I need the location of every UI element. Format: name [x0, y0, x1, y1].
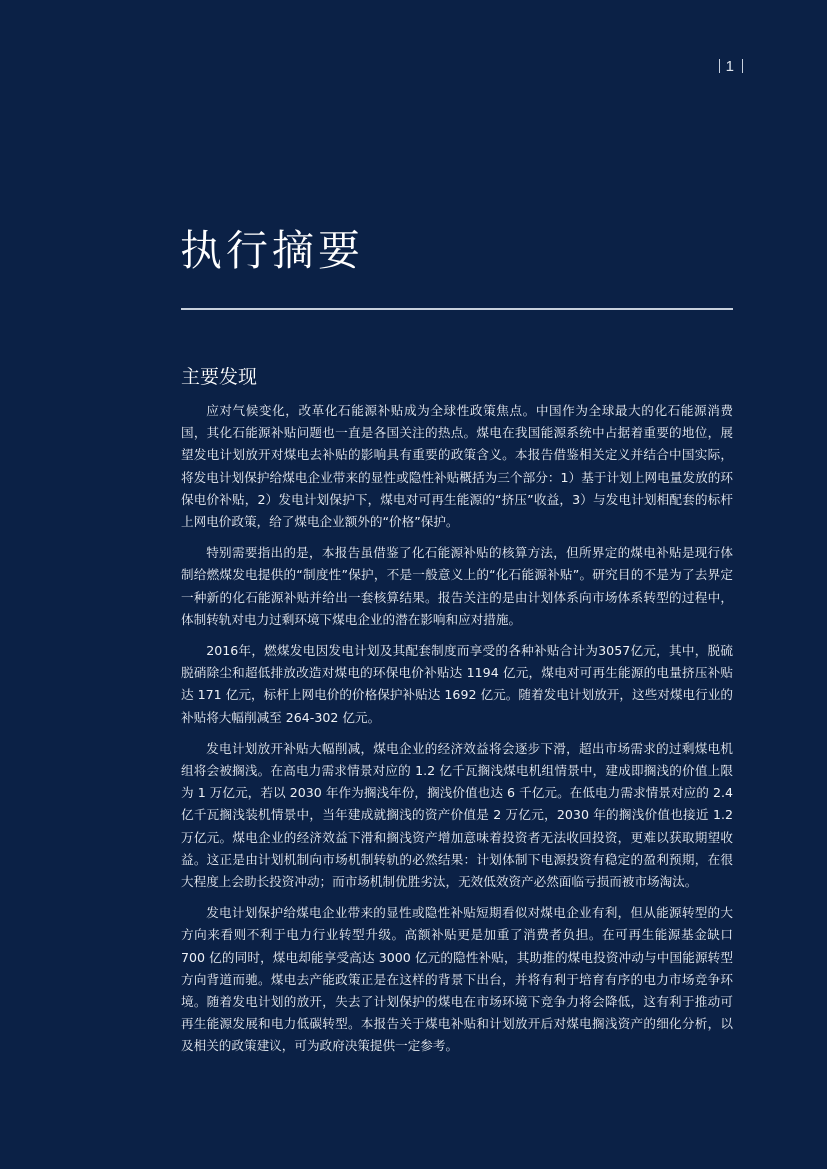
page-number: [713, 58, 749, 75]
paragraph: 发电计划放开补贴大幅削减，煤电企业的经济效益将会逐步下滑，超出市场需求的过剩煤电机组将会被搁浅。在高电力需求情景对应的 1.2 亿千瓦搁浅煤电机组情景中，建成即搁浅的价值上限为 1 万亿元，若以 2030 年作为搁浅年份，搁浅价值也达 6 千亿元。在低电力需求情景对应的 2.4 亿千瓦搁浅装机情景中，当年建成就搁浅的资产价值是 2 万亿元，2030 年的搁浅价值也接近 1.2 万亿元。煤电企业的经济效益下滑和搁浅资产增加意味着投资者无法收回投资，更难以获取期望收益。这正是由计划机制向市场机制转轨的必然结果：计划体制下电源投资有稳定的盈利预期，在很大程度上会助长投资冲动；而市场机制优胜劣汰，无效低效资产必然面临亏损而被市场淘汰。: [181, 740, 733, 890]
page-number-left-bar: [719, 59, 720, 73]
paragraph: 发电计划保护给煤电企业带来的显性或隐性补贴短期看似对煤电企业有利，但从能源转型的大方向来看则不利于电力行业转型升级。高额补贴更是加重了消费者负担。在可再生能源基金缺口 700 亿的同时，煤电却能享受高达 3000 亿元的隐性补贴，其助推的煤电投资冲动与中国能源转型方向背道而驰。煤电去产能政策正是在这样的背景下出台，并将有利于培育有序的电力市场竞争环境。随着发电计划的放开，失去了计划保护的煤电在市场环境下竞争力将会降低，这有利于推动可再生能源发展和电力低碳转型。本报告关于煤电补贴和计划放开后对煤电搁浅资产的细化分析，以及相关的政策建议，可为政府决策提供一定参考。: [181, 905, 733, 1054]
title-divider: [181, 308, 733, 310]
paragraph: 2016年，燃煤发电因发电计划及其配套制度而享受的各种补贴合计为3057亿元，其中，脱硫脱硝除尘和超低排放改造对煤电的环保电价补贴达 1194 亿元，煤电对可再生能源的电量挤压补贴达 171 亿元，标杆上网电价的价格保护补贴达 1692 亿元。随着发电计划放开，这些对煤电行业的补贴将大幅削减至 264-302 亿元。: [181, 643, 733, 725]
paragraph: 特别需要指出的是，本报告虽借鉴了化石能源补贴的核算方法，但所界定的煤电补贴是现行体制给燃煤发电提供的“制度性”保护，不是一般意义上的“化石能源补贴”。研究目的不是为了去界定一种新的化石能源补贴并给出一套核算结果。报告关注的是由计划体系向市场体系转型的过程中，体制转轨对电力过剩环境下煤电企业的潜在影响和应对措施。: [181, 545, 733, 627]
page-number-right-bar: [742, 59, 743, 73]
page-number-value: 1: [725, 58, 736, 75]
body-text: [181, 400, 733, 1067]
paragraph: 应对气候变化，改革化石能源补贴成为全球性政策焦点。中国作为全球最大的化石能源消费国，其化石能源补贴问题也一直是各国关注的热点。煤电在我国能源系统中占据着重要的地位，展望发电计划放开对煤电去补贴的影响具有重要的政策含义。本报告借鉴相关定义并结合中国实际，将发电计划保护给煤电企业带来的显性或隐性补贴概括为三个部分：1）基于计划上网电量发放的环保电价补贴，2）发电计划保护下，煤电对可再生能源的“挤压”收益，3）与发电计划相配套的标杆上网电价政策，给了煤电企业额外的“价格”保护。: [181, 403, 733, 530]
section-heading: 主要发现: [181, 366, 258, 388]
page-title: 执行摘要: [180, 226, 365, 275]
